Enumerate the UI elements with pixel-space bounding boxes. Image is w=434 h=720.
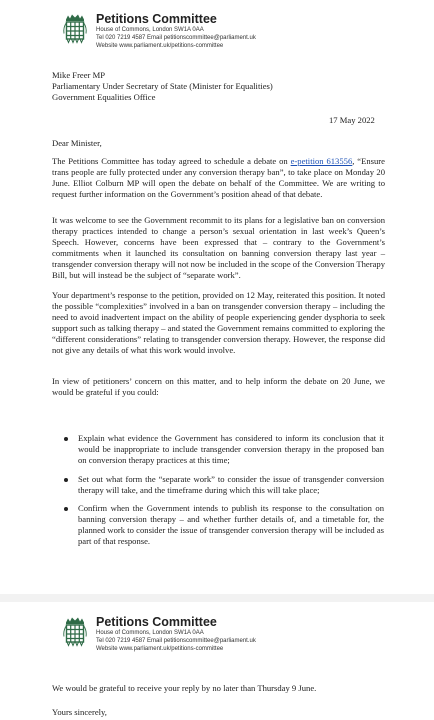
paragraph-1	[52, 156, 385, 200]
letterhead-contact: Tel 020 7219 4587 Email petitionscommittee@parliament.uk	[96, 35, 256, 41]
page-separator	[0, 594, 434, 602]
recipient-office: Government Equalities Office	[52, 92, 156, 102]
letter-page-2	[0, 602, 434, 720]
portcullis-logo-icon	[62, 13, 88, 45]
bullet-item-evidence: Explain what evidence the Government has considered to inform its conclusion that it would be inappropriate to include transgender conversion therapy in the proposed ban on conversion therapy practices at this time;	[78, 433, 384, 465]
bullet-dot	[64, 437, 68, 441]
letterhead-address: House of Commons, London SW1A 0AA	[96, 630, 204, 636]
paragraph-4: In view of petitioners’ concern on this matter, and to help inform the debate on 20 June, we would be grateful if you could:	[52, 376, 385, 397]
bullet-dot	[64, 507, 68, 511]
portcullis-logo-icon	[62, 616, 88, 648]
letterhead-title: Petitions Committee	[96, 12, 217, 26]
letterhead-website: Website www.parliament.uk/petitions-committee	[96, 43, 224, 49]
paragraph-3: Your department’s response to the petition, provided on 12 May, reiterated this position. It noted the possible “complexities” involved in a ban on transgender conversion therapy – including the need to avoid inadvertent impact on the ability of people experiencing gender dysphoria to seek support such as talking therapy – and stated the Government remains committed to exploring the “different considerations” relating to transgender conversion therapy. However, the response did not give any details of what this work would involve.	[52, 290, 385, 355]
letterhead-title: Petitions Committee	[96, 615, 217, 629]
paragraph-1-intro: The Petitions Committee has today agreed to schedule a debate on	[52, 156, 291, 166]
recipient-role: Parliamentary Under Secretary of State (Minister for Equalities)	[52, 81, 273, 91]
paragraph-2: It was welcome to see the Government recommit to its plans for a legislative ban on conversion therapy practices intended to change a person’s sexual orientation in last week’s Queen’s Speech. However, concerns have been expressed that – contrary to the Government’s commitments when it launched its consultation on banning conversion therapy last year – transgender conversion therapy will not now be included in the scope of the Conversion Therapy Bill, but will instead be the subject of “separate work”.	[52, 215, 385, 280]
letterhead-address: House of Commons, London SW1A 0AA	[96, 27, 204, 33]
salutation: Dear Minister,	[52, 138, 102, 148]
bullet-item-separate-work: Set out what form the “separate work” to consider the issue of transgender conversion therapy will take, and the timeframe during which this will take place;	[78, 474, 384, 495]
petition-link[interactable]: e-petition 613556	[290, 156, 353, 166]
recipient-name: Mike Freer MP	[52, 70, 105, 80]
letterhead-contact: Tel 020 7219 4587 Email petitionscommittee@parliament.uk	[96, 638, 256, 644]
letterhead-website: Website www.parliament.uk/petitions-committee	[96, 646, 224, 652]
sign-off: Yours sincerely,	[52, 707, 107, 717]
paragraph-1-rest: , “Ensure trans people are fully protected under any conversion therapy ban”, to take place on Monday 20 June. Elliot Colburn MP will open the debate on behalf of the Committee. We are writing to request further information on the Government’s position ahead of that debate.	[52, 156, 385, 199]
bullet-dot	[64, 478, 68, 482]
letterhead	[62, 615, 256, 653]
bullet-item-consultation: Confirm when the Government intends to publish its response to the consultation on banning conversion therapy – and whether further details of, and a timetable for, the planned work to consider the issue of transgender conversion therapy will be included as part of that response.	[78, 503, 384, 546]
letterhead	[62, 12, 256, 50]
reply-request: We would be grateful to receive your reply by no later than Thursday 9 June.	[52, 683, 317, 693]
letter-date: 17 May 2022	[329, 115, 375, 125]
